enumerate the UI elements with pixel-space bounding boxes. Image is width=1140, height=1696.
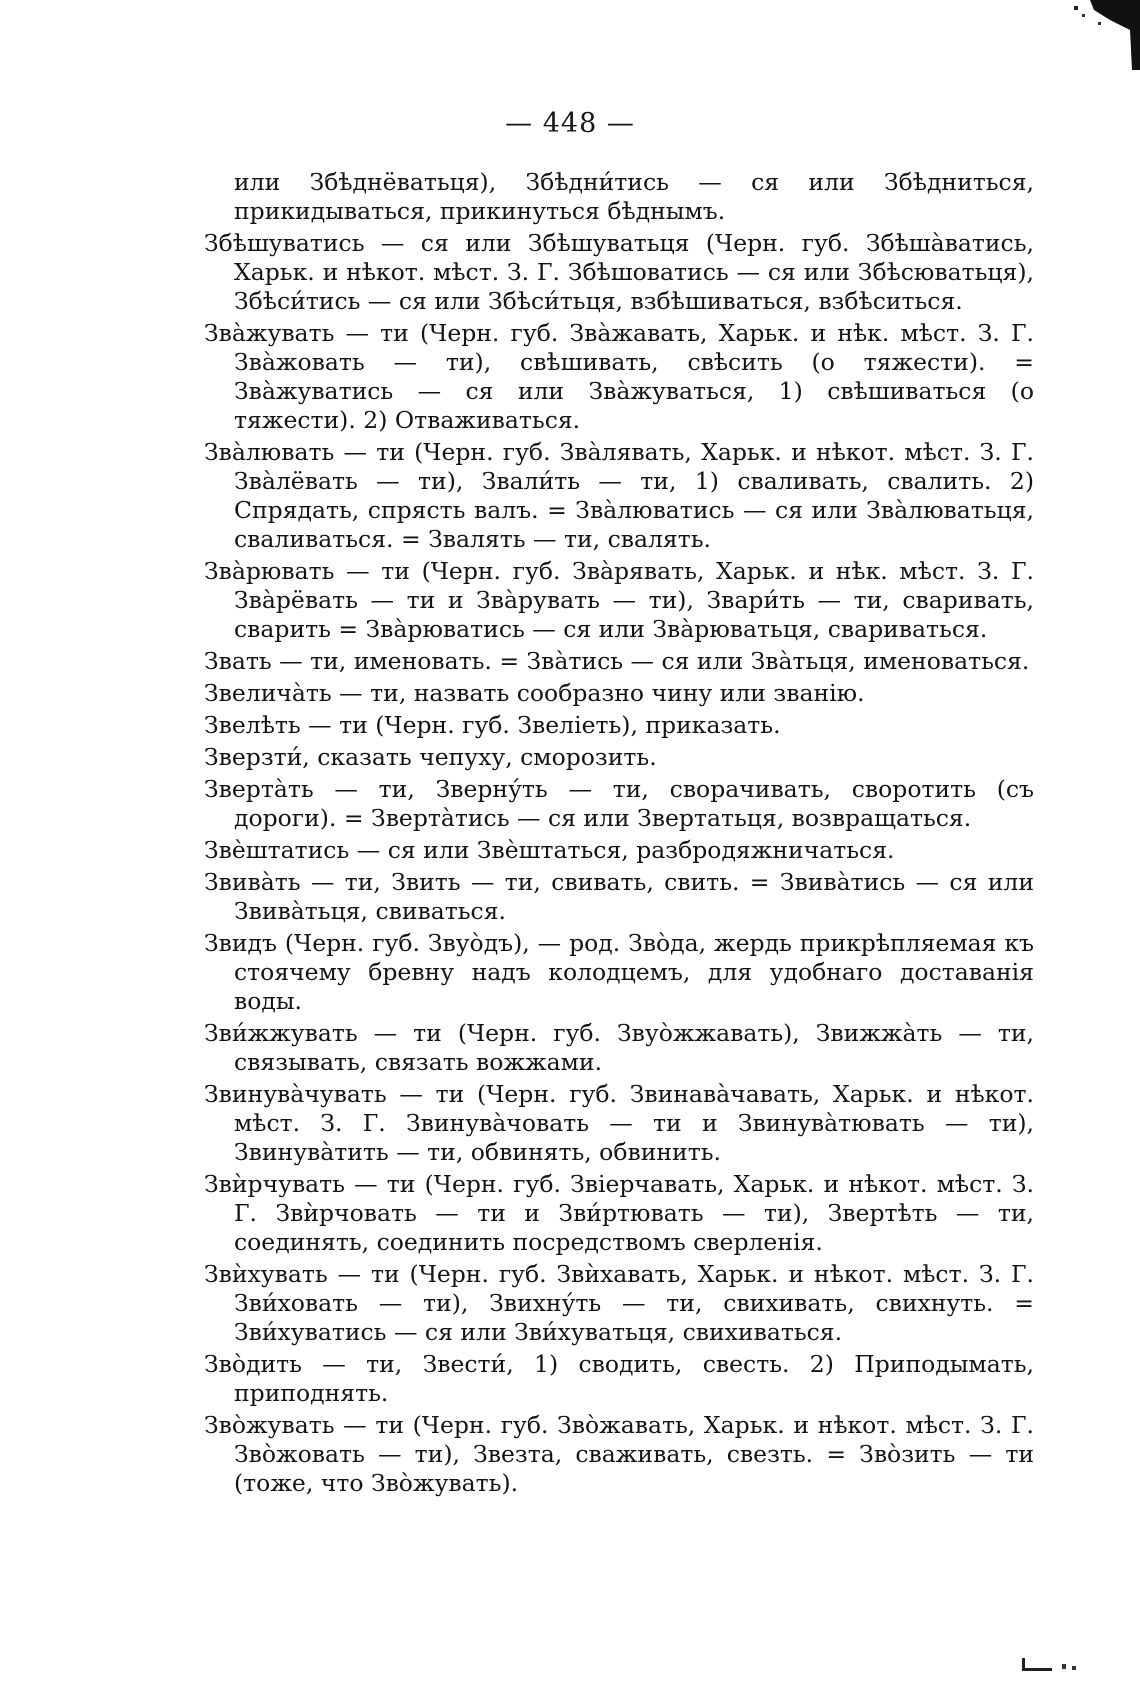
dictionary-entry: Звива̀ть — ти, Звить — ти, свивать, свить. = Звива̀тись — ся или Звива̀тьця, свиваться.	[204, 868, 1034, 925]
dictionary-entry: Звѝхувать — ти (Черн. губ. Звѝхавать, Харьк. и нѣкот. мѣст. З. Г. Зви́ховать — ти), Звихну́ть — ти, свихивать, свихнуть. = Зви́хуватись — ся или Зви́хуватьця, свихиваться.	[204, 1260, 1034, 1346]
page-number: — 448 —	[505, 108, 635, 139]
dictionary-entry: Зверзти́, сказать чепуху, сморозить.	[204, 743, 657, 771]
dictionary-entry: Звелѣть — ти (Черн. губ. Звеліеть), приказать.	[204, 711, 781, 739]
dictionary-entry: Звидъ (Черн. губ. Звуо̀дъ), — род. Зво̀да, жердь прикрѣпляемая къ стоячему бревну надъ колодцемъ, для удобнаго доставанія воды.	[204, 929, 1034, 1015]
dictionary-entry: Зво̀дить — ти, Звести́, 1) сводить, свесть. 2) Приподымать, приподнять.	[204, 1350, 1034, 1407]
dictionary-entry: Звинува̀чувать — ти (Черн. губ. Звинава̀чавать, Харьк. и нѣкот. мѣст. З. Г. Звинува̀човать — ти и Звинува̀тювать — ти), Звинува̀тить — ти, обвинять, обвинить.	[204, 1080, 1034, 1166]
dictionary-entry: Зва̀рювать — ти (Черн. губ. Зва̀рявать, Харьк. и нѣк. мѣст. З. Г. Зва̀рёвать — ти и Зва̀рувать — ти), Звари́ть — ти, сваривать, сварить = Зва̀рюватись — ся или Зва̀рюватьця, свариваться.	[204, 557, 1034, 643]
dictionary-entries	[204, 168, 1034, 1501]
dictionary-entry: Зва̀лювать — ти (Черн. губ. Зва̀лявать, Харьк. и нѣкот. мѣст. З. Г. Зва̀лёвать — ти), Звали́ть — ти, 1) сваливать, свалить. 2) Спрядать, спрясть валъ. = Зва̀люватись — ся или Зва̀люватьця, сваливаться. = Звалять — ти, свалять.	[204, 438, 1034, 553]
dictionary-entry: Звѝрчувать — ти (Черн. губ. Звіерчавать, Харьк. и нѣкот. мѣст. З. Г. Звѝрчовать — ти и Зви́ртювать — ти), Звертѣть — ти, соединять, соединить посредствомъ сверленія.	[204, 1170, 1034, 1256]
dictionary-entry: Зва̀жувать — ти (Черн. губ. Зва̀жавать, Харьк. и нѣк. мѣст. З. Г. Зва̀жовать — ти), свѣшивать, свѣсить (о тяжести). = Зва̀жуватись — ся или Зва̀жуваться, 1) свѣшиваться (о тяжести). 2) Отваживаться.	[204, 319, 1034, 434]
dictionary-entry: Звать — ти, именовать. = Зва̀тись — ся или Зва̀тьця, именоваться.	[204, 647, 1030, 675]
dictionary-entry: Звелича̀ть — ти, назвать сообразно чину или званію.	[204, 679, 865, 707]
dictionary-entry: Зво̀жувать — ти (Черн. губ. Зво̀жавать, Харьк. и нѣкот. мѣст. З. Г. Зво̀жовать — ти), Звезта, сваживать, свезть. = Зво̀зить — ти (тоже, что Зво̀жувать).	[204, 1411, 1034, 1497]
dictionary-entry: или Збѣднёватьця), Збѣдни́тись — ся или Збѣдниться, прикидываться, прикинуться бѣднымъ.	[234, 168, 1034, 225]
dictionary-entry: Зви́жжувать — ти (Черн. губ. Звуо̀жжавать), Звижжа̀ть — ти, связывать, связать вожжами.	[204, 1019, 1034, 1076]
dictionary-entry: Збѣшуватись — ся или Збѣшуватьця (Черн. губ. Збѣша̀ватись, Харьк. и нѣкот. мѣст. З. Г. Збѣшоватись — ся или Збѣсюватьця), Збѣси́тись — ся или Збѣси́тьця, взбѣшиваться, взбѣситься.	[204, 229, 1034, 315]
scan-bottom-mark	[1022, 1656, 1078, 1672]
scan-corner-mark	[1070, 0, 1140, 70]
dictionary-entry: Зверта̀ть — ти, Зверну́ть — ти, сворачивать, своротить (съ дороги). = Зверта̀тись — ся или Звертатьця, возвращаться.	[204, 775, 1034, 832]
dictionary-entry: Звѐштатись — ся или Звѐштаться, разбродяжничаться.	[204, 836, 895, 864]
